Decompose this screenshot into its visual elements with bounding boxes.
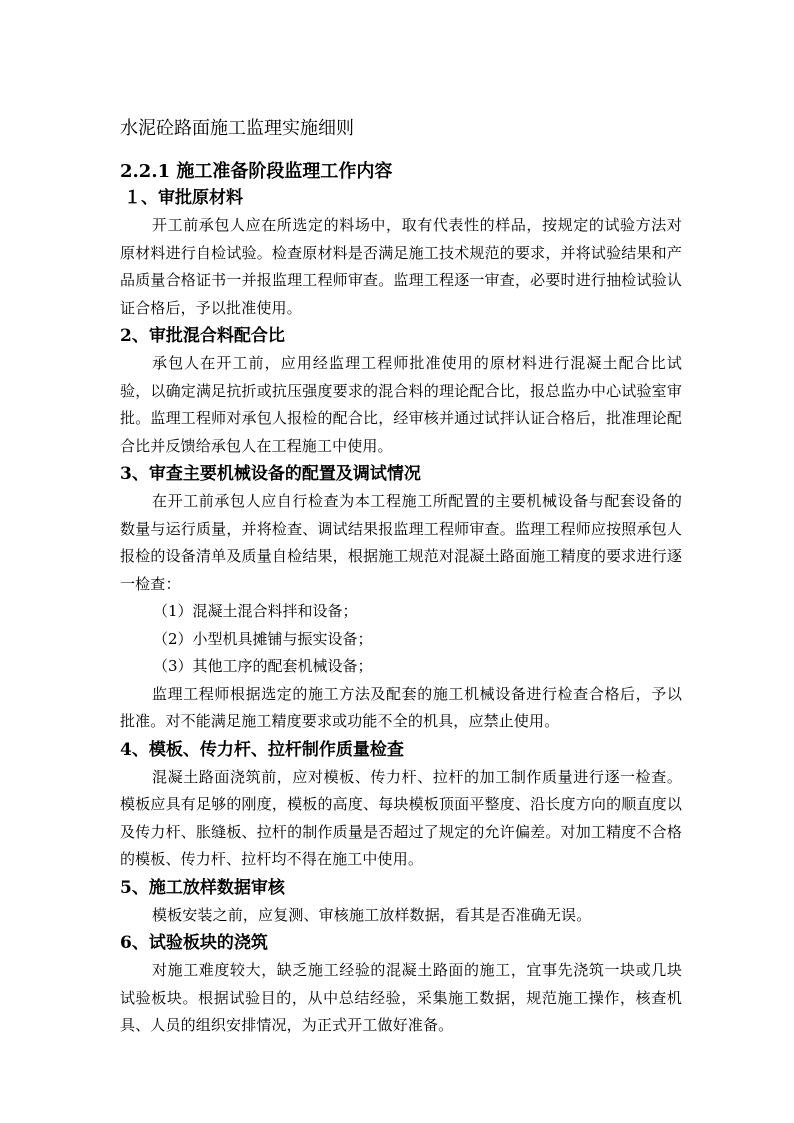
item-paragraph: 模板安装之前，应复测、审核施工放样数据，看其是否准确无误。 [152,905,592,924]
item-paragraph: 开工前承包人应在所选定的料场中，取有代表性的样品，按规定的试验方法对原材料进行自检试验。检查原材料是否满足施工技术规范的要求，并将试验结果和产品质量合格证书一并报监理工程师审查。监理工程逐一审查，必要时进行抽检试验认证合格后，予以批准使用。 [120,216,682,317]
item-heading: 3、审查主要机械设备的配置及调试情况 [120,464,421,484]
item-paragraph: 对施工难度较大，缺乏施工经验的混凝土路面的施工，宜事先浇筑一块或几块试验板块。根据试验目的，从中总结经验，采集施工数据，规范施工操作，核查机具、人员的组织安排情况，为正式开工做好准备。 [120,961,682,1034]
document-title: 水泥砼路面施工监理实施细则 [120,118,354,139]
item-heading: 5、施工放样数据审核 [120,877,285,898]
item-heading: 4、模板、传力杆、拉杆制作质量检查 [120,739,404,760]
item-heading: １、审批原材料 [124,188,243,208]
item-heading: 2、审批混合料配合比 [120,326,285,346]
item-paragraph: 混凝土路面浇筑前，应对模板、传力杆、拉杆的加工制作质量进行逐一检查。模板应具有足够的刚度，模板的高度、每块模板顶面平整度、沿长度方向的顺直度以及传力杆、胀缝板、拉杆的制作质量是否超过了规定的允许偏差。对加工精度不合格的模板、传力杆、拉杆均不得在施工中使用。 [120,767,682,868]
section-item-4 [120,736,682,874]
list-item: （3）其他工序的配套机械设备； [153,657,373,675]
list-item: （2）小型机具摊铺与振实设备； [153,629,373,648]
item-heading: 6、试验板块的浇筑 [120,933,268,953]
section-item-1 [120,184,682,322]
section-item-3 [120,460,682,736]
section-item-2 [120,322,682,460]
list-item: （1）混凝土混合料拌和设备； [153,602,358,620]
section-item-6 [120,929,682,1040]
item-paragraph: 承包人在开工前，应用经监理工程师批准使用的原材料进行混凝土配合比试验，以确定满足抗折或抗压强度要求的混合料的理论配合比，报总监办中心试验室审批。监理工程师对承包人报检的配合比，经审核并通过试拌认证合格后，批准理论配合比并反馈给承包人在工程施工中使用。 [120,354,682,455]
item-paragraph: 监理工程师根据选定的施工方法及配套的施工机械设备进行检查合格后，予以批准。对不能满足施工精度要求或功能不全的机具，应禁止使用。 [120,684,682,730]
item-paragraph: 在开工前承包人应自行检查为本工程施工所配置的主要机械设备与配套设备的数量与运行质量，并将检查、调试结果报监理工程师审查。监理工程师应按照承包人报检的设备清单及质量自检结果，根据施工规范对混凝土路面施工精度的要求进行逐一检查： [120,492,682,593]
document-body [120,184,682,1040]
section-title: 2.2.1 施工准备阶段监理工作内容 [120,161,393,182]
section-item-5 [120,874,682,930]
